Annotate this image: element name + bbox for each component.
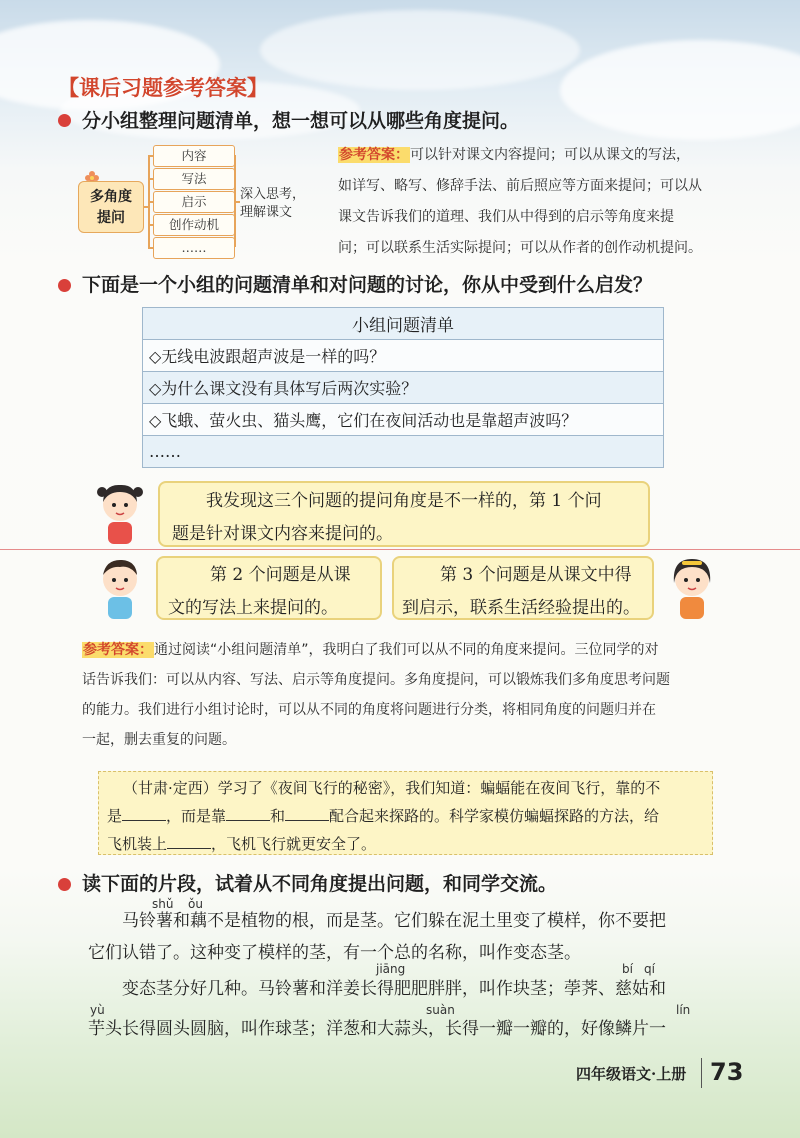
pinyin: shǔ [152, 897, 174, 911]
pinyin: suàn [426, 1003, 455, 1017]
bubble-2-line2: 文的写法上来提问的。 [168, 598, 338, 618]
bullet-icon [58, 114, 71, 127]
fill-in-blank[interactable] [122, 805, 166, 821]
exercise-text: 飞机装上 [107, 835, 168, 853]
boy-character-illustration [92, 553, 148, 623]
mindmap-center [78, 181, 144, 233]
mindmap-node: 启示 [153, 191, 235, 213]
q1-answer-line: 如详写、略写、修辞手法、前后照应等方面来提问；可以从 [338, 178, 702, 194]
mindmap-node: 内容 [153, 145, 235, 167]
exercise-text: 配合起来探路的。科学家模仿蝙蝠探路的方法，给 [329, 807, 660, 825]
q2-answer-line [82, 635, 742, 665]
bubble-3-line1: 第 3 个问题是从课文中得 [440, 565, 632, 585]
bubble-3-line2: 到启示，联系生活经验提出的。 [402, 598, 640, 618]
girl-character-illustration [92, 478, 148, 548]
mindmap-node: …… [153, 237, 235, 259]
cloud-decoration [560, 40, 800, 140]
mindmap-right-label [240, 186, 305, 222]
q2-answer-line: 话告诉我们：可以从内容、写法、启示等角度提问。多角度提问，可以锻炼我们多角度思考问题 [82, 672, 670, 688]
exercise-box [98, 771, 713, 855]
passage-line: 它们认错了。这种变了模样的茎，有一个总的名称，叫作变态茎。 [88, 943, 581, 963]
q2-heading: 下面是一个小组的问题清单和对问题的讨论，你从中受到什么启发？ [82, 274, 653, 296]
bullet-icon [58, 279, 71, 292]
pinyin: lín [676, 1003, 691, 1017]
q2-answer [82, 635, 742, 755]
book-title: 四年级语文·上册 [576, 1065, 687, 1083]
q1-answer-line: 课文告诉我们的道理、我们从中得到的启示等角度来提 [338, 209, 674, 225]
q1-heading: 分小组整理问题清单，想一想可以从哪些角度提问。 [82, 110, 520, 132]
answer-label: 参考答案： [339, 147, 409, 163]
mindmap-right-line2: 理解课文 [240, 205, 293, 220]
exercise-text: 是 [107, 807, 123, 825]
q1-answer-line: 问；可以联系生活实际提问；可以从作者的创作动机提问。 [338, 240, 702, 256]
q1-answer [338, 140, 738, 264]
cloud-decoration [260, 10, 580, 90]
table-title: 小组问题清单 [143, 308, 664, 340]
mindmap-center-line1: 多角度 [90, 189, 132, 205]
pinyin: yù [90, 1003, 105, 1017]
mindmap-center-line2: 提问 [97, 210, 125, 226]
q1-answer-line-text: 可以针对课文内容提问；可以从课文的写法， [410, 147, 690, 163]
mindmap-node: 创作动机 [153, 214, 235, 236]
pinyin: qí [644, 962, 655, 976]
q2-answer-line-text: 通过阅读“小组问题清单”，我明白了我们可以从不同的角度来提问。三位同学的对 [154, 642, 659, 658]
fill-in-blank[interactable] [226, 805, 270, 821]
q2-answer-line: 的能力。我们进行小组讨论时，可以从不同的角度将问题进行分类，将相同角度的问题归并在 [82, 702, 656, 718]
girl-character-illustration [664, 553, 720, 623]
exercise-line3 [107, 830, 704, 858]
speech-bubble-3 [392, 556, 654, 620]
speech-bubble-2 [156, 556, 382, 620]
bubble-1-line2: 题是针对课文内容来提问的。 [172, 524, 393, 544]
table-row: ◇为什么课文没有具体写后两次实验？ [143, 372, 664, 404]
pinyin: jiāng [376, 962, 406, 976]
passage-line: 变态茎分好几种。马铃薯和洋姜长得肥肥胖胖，叫作块茎；荸荠、慈姑和 [122, 979, 666, 999]
q1-answer-line [338, 140, 738, 171]
q3-heading: 读下面的片段，试着从不同角度提出问题，和同学交流。 [82, 873, 558, 895]
mindmap-right-line1: 深入思考， [240, 187, 306, 202]
exercise-line2 [107, 802, 704, 830]
footer-divider [701, 1058, 702, 1088]
page-number: 73 [710, 1058, 744, 1086]
table-row: …… [143, 436, 664, 468]
exercise-text: 和 [270, 807, 286, 825]
pinyin: ǒu [188, 897, 203, 911]
bullet-icon [58, 878, 71, 891]
fill-in-blank[interactable] [167, 833, 211, 849]
mindmap-node: 写法 [153, 168, 235, 190]
section-divider [0, 549, 800, 550]
bubble-2-line1: 第 2 个问题是从课 [210, 565, 351, 585]
exercise-text: ，而是靠 [166, 807, 227, 825]
table-row: ◇飞蛾、萤火虫、猫头鹰，它们在夜间活动也是靠超声波吗？ [143, 404, 664, 436]
bubble-1-line1: 我发现这三个问题的提问角度是不一样的，第 1 个问 [206, 491, 602, 511]
passage-line: 马铃薯和藕不是植物的根，而是茎。它们躲在泥土里变了模样，你不要把 [122, 911, 666, 931]
passage-line: 芋头长得圆头圆脑，叫作球茎；洋葱和大蒜头，长得一瓣一瓣的，好像鳞片一 [88, 1019, 666, 1039]
pinyin: bí [622, 962, 633, 976]
answer-label: 参考答案： [83, 642, 153, 658]
table-row: ◇无线电波跟超声波是一样的吗？ [143, 340, 664, 372]
section-title: 【课后习题参考答案】 [58, 75, 268, 100]
exercise-line1: （甘肃·定西）学习了《夜间飞行的秘密》，我们知道：蝙蝠能在夜间飞行，靠的不 [123, 779, 661, 797]
q2-answer-line: 一起，删去重复的问题。 [82, 732, 236, 748]
question-list-table [142, 307, 664, 468]
fill-in-blank[interactable] [285, 805, 329, 821]
speech-bubble-1 [158, 481, 650, 547]
exercise-text: ，飞机飞行就更安全了。 [211, 835, 377, 853]
